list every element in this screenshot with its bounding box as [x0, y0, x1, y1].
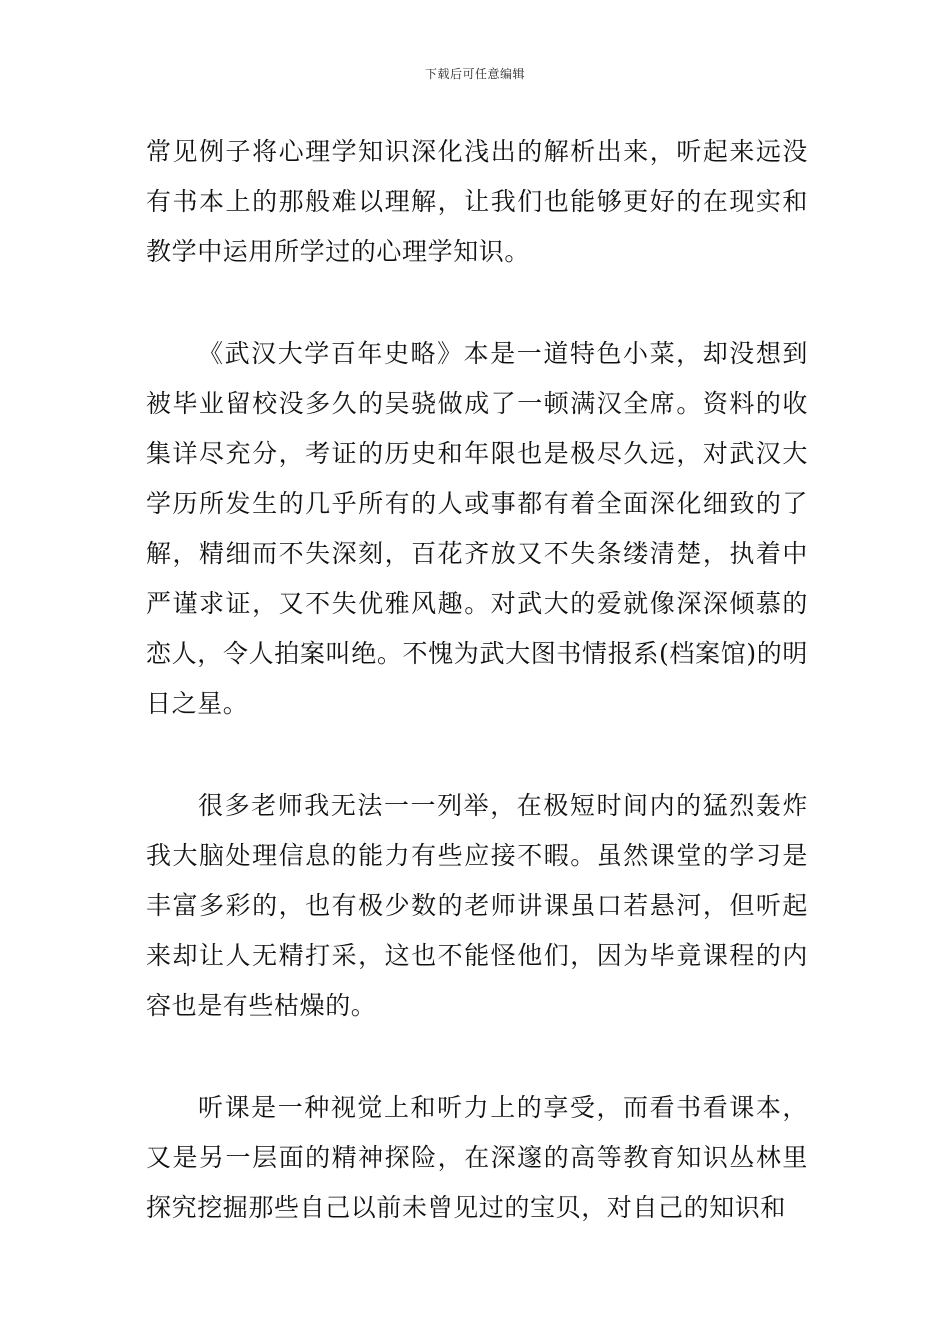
page-header-note: 下载后可任意编辑: [424, 67, 525, 81]
paragraph-reading: 听课是一种视觉上和听力上的享受，而看书看课本，又是另一层面的精神探险，在深邃的高等教育知识丛林里探究挖掘那些自己以前未曾见过的宝贝，对自己的知识和: [146, 1093, 808, 1222]
paragraph-teachers: 很多老师我无法一一列举，在极短时间内的猛烈轰炸我大脑处理信息的能力有些应接不暇。虽然课堂的学习是丰富多彩的，也有极少数的老师讲课虽口若悬河，但听起来却让人无精打采，这也不能怪他们，因为毕竟课程的内容也是有些枯燥的。: [146, 791, 808, 1020]
paragraph-continuation: 常见例子将心理学知识深化浅出的解析出来，听起来远没有书本上的那般难以理解，让我们也能够更好的在现实和教学中运用所学过的心理学知识。: [146, 137, 808, 266]
document-body: [146, 127, 808, 1233]
paragraph-wuhan-history: 《武汉大学百年史略》本是一道特色小菜，却没想到被毕业留校没多久的吴骁做成了一顿满汉全席。资料的收集详尽充分，考证的历史和年限也是极尽久远，对武汉大学历所发生的几乎所有的人或事都有着全面深化细致的了解，精细而不失深刻，百花齐放又不失条缕清楚，执着中严谨求证，又不失优雅风趣。对武大的爱就像深深倾慕的恋人，令人拍案叫绝。不愧为武大图书情报系(档案馆)的明日之星。: [146, 339, 808, 718]
